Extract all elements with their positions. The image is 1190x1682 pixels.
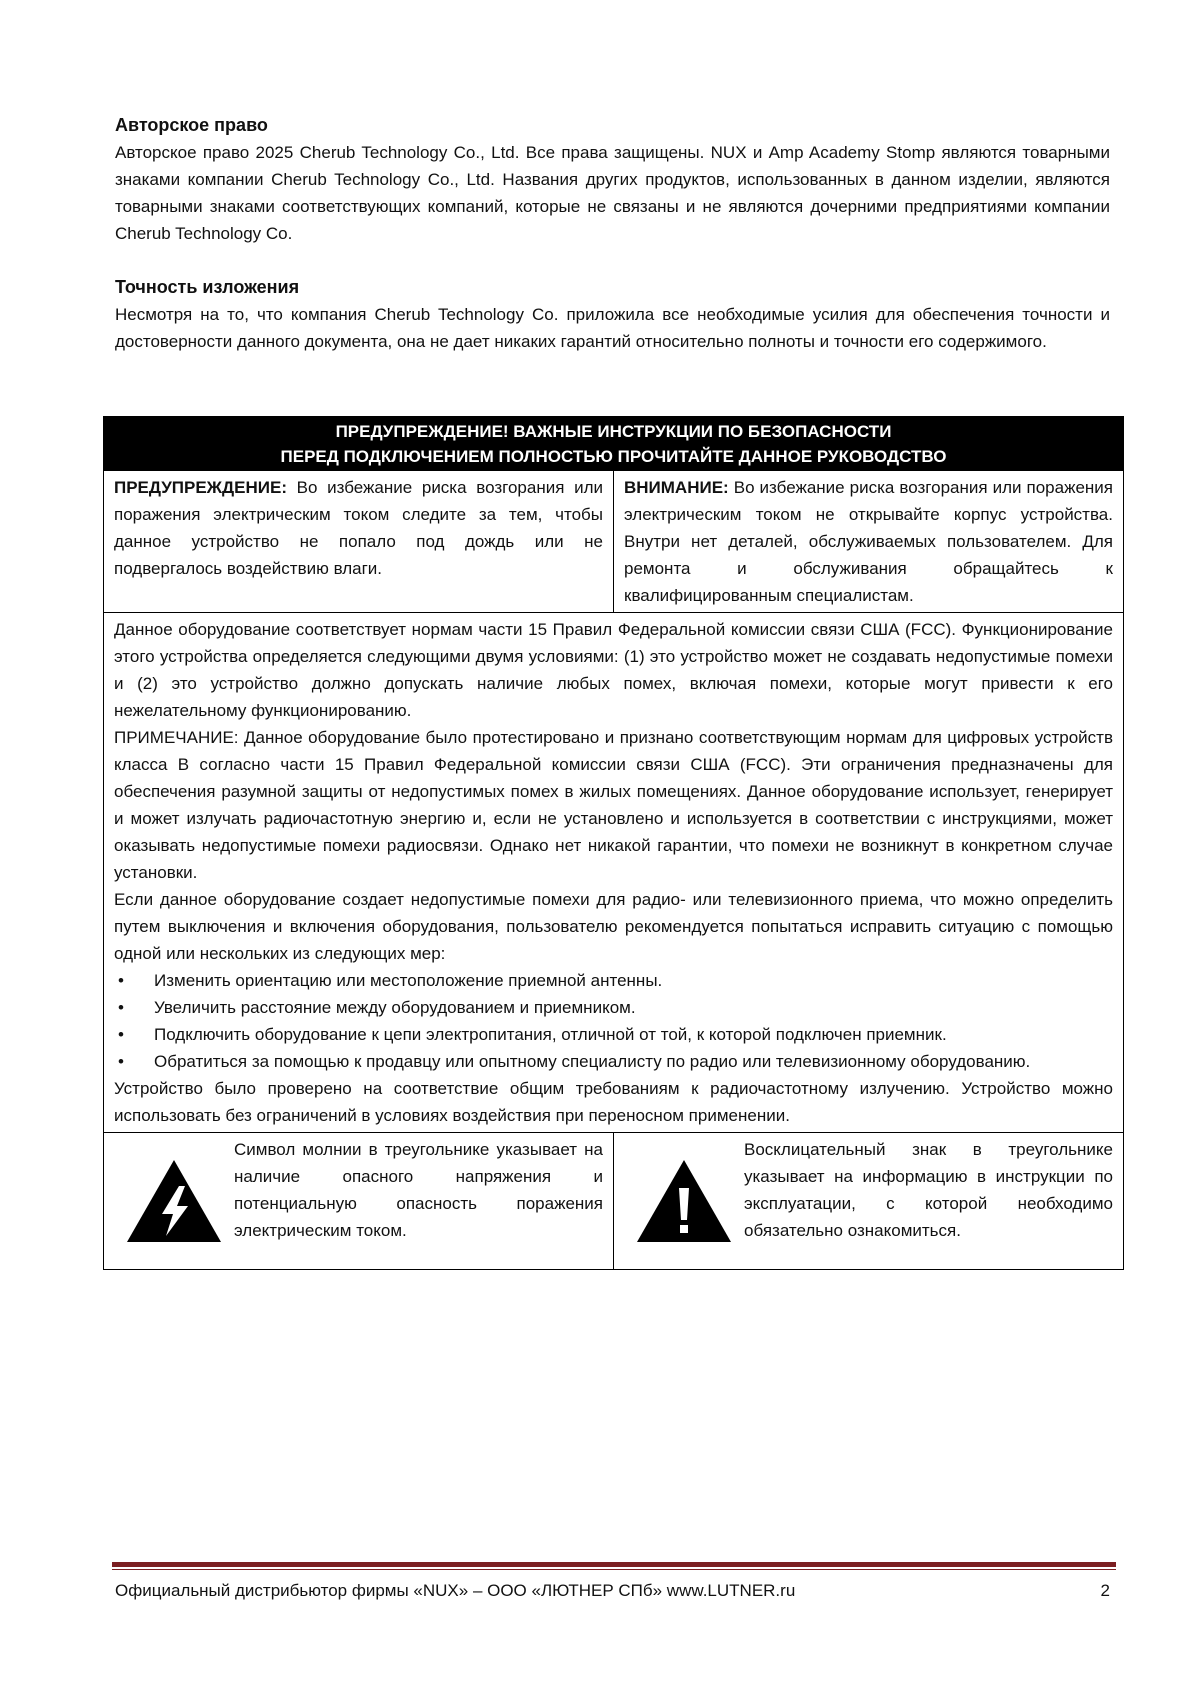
fcc-paragraph-4: Устройство было проверено на соответствие общим требованиям к радиочастотному излучению. Устройство можно использовать без ограничений в условиях воздействия при переносном применении. <box>114 1079 1113 1125</box>
banner-line-2: ПЕРЕД ПОДКЛЮЧЕНИЕМ ПОЛНОСТЬЮ ПРОЧИТАЙТЕ ДАННОЕ РУКОВОДСТВО <box>280 447 947 466</box>
bullet-marker: • <box>118 1052 124 1071</box>
copyright-text: Авторское право 2025 Cherub Technology Co., Ltd. Все права защищены. NUX и Amp Academy Stomp являются товарными знаками компании Cherub Technology Co., Ltd. Названия других продуктов, использованных в данном изделии, являются товарными знаками соответствующих компаний, которые не связаны и не являются дочерними предприятиями компании Cherub Technology Co. <box>115 143 1110 243</box>
page-number: 2 <box>1100 1581 1110 1600</box>
safety-box <box>103 416 1124 1270</box>
exclamation-triangle-icon <box>624 1136 744 1266</box>
exclamation-symbol-text: Восклицательный знак в треугольнике указывает на информацию в инструкции по эксплуатации, с которой необходимо обязательно ознакомиться. <box>744 1140 1113 1240</box>
safety-table <box>103 470 1124 1270</box>
caution-cell <box>614 471 1124 613</box>
caution-label: ВНИМАНИЕ: <box>624 478 729 497</box>
footer-text: Официальный дистрибьютор фирмы «NUX» – ООО «ЛЮТНЕР СПб» www.LUTNER.ru <box>115 1581 796 1600</box>
footer-rule-thin <box>112 1569 1116 1570</box>
lightning-triangle-icon <box>114 1136 234 1266</box>
accuracy-text: Несмотря на то, что компания Cherub Technology Co. приложила все необходимые усилия для обеспечения точности и достоверности данного документа, она не дает никаких гарантий относительно полноты и точности его содержимого. <box>115 305 1110 351</box>
bullet-item <box>114 967 1113 994</box>
bullet-marker: • <box>118 1025 124 1044</box>
page-footer <box>115 1578 1110 1604</box>
caution-text: Во избежание риска возгорания или поражения электрическим током не открывайте корпус устройства. Внутри нет деталей, обслуживаемых пользователем. Для ремонта и обслуживания обращайтесь к квалифицированным специалистам. <box>624 478 1113 605</box>
fcc-cell <box>104 613 1124 1133</box>
bullet-item <box>114 1021 1113 1048</box>
lightning-symbol-cell <box>104 1133 614 1270</box>
lightning-symbol-text: Символ молнии в треугольнике указывает на наличие опасного напряжения и потенциальную опасность поражения электрическим током. <box>234 1140 603 1240</box>
accuracy-heading: Точность изложения <box>115 277 300 297</box>
fcc-paragraph-2: ПРИМЕЧАНИЕ: Данное оборудование было протестировано и признано соответствующим нормам для цифровых устройств класса B согласно части 15 Правил Федеральной комиссии связи США (FCC). Эти ограничения предназначены для обеспечения разумной защиты от недопустимых помех в жилых помещениях. Данное оборудование использует, генерирует и может излучать радиочастотную энергию и, если не установлено и используется в соответствии с инструкциями, может оказывать недопустимые помехи радиосвязи. Однако нет никакой гарантии, что помехи не возникнут в конкретном случае установки. <box>114 728 1113 882</box>
bullet-text: Подключить оборудование к цепи электропитания, отличной от той, к которой подключен приемник. <box>154 1025 947 1044</box>
warning-text: Во избежание риска возгорания или поражения электрическим током следите за тем, чтобы данное устройство не попало под дождь или не подвергалось воздействию влаги. <box>114 478 603 578</box>
bullet-marker: • <box>118 998 124 1017</box>
bullet-text: Увеличить расстояние между оборудованием и приемником. <box>154 998 636 1017</box>
footer-rule <box>112 1562 1116 1567</box>
fcc-paragraph-1: Данное оборудование соответствует нормам части 15 Правил Федеральной комиссии связи США (FCC). Функционирование этого устройства определяется следующими двумя условиями: (1) это устройство может не создавать недопустимые помехи и (2) это устройство должно допускать наличие любых помех, включая помехи, которые могут привести к его нежелательному функционированию. <box>114 620 1113 720</box>
bullet-marker: • <box>118 971 124 990</box>
warning-label: ПРЕДУПРЕЖДЕНИЕ: <box>114 478 287 497</box>
fcc-paragraph-3: Если данное оборудование создает недопустимые помехи для радио- или телевизионного приема, что можно определить путем выключения и включения оборудования, пользователю рекомендуется попытаться исправить ситуацию с помощью одной или нескольких из следующих мер: <box>114 890 1113 963</box>
copyright-heading: Авторское право <box>115 115 268 135</box>
bullet-text: Изменить ориентацию или местоположение приемной антенны. <box>154 971 663 990</box>
exclamation-symbol-cell <box>614 1133 1124 1270</box>
safety-banner <box>103 416 1124 470</box>
bullet-item <box>114 994 1113 1021</box>
intro-sections <box>115 112 1110 355</box>
bullet-text: Обратиться за помощью к продавцу или опытному специалисту по радио или телевизионному оборудованию. <box>154 1052 1031 1071</box>
banner-line-1: ПРЕДУПРЕЖДЕНИЕ! ВАЖНЫЕ ИНСТРУКЦИИ ПО БЕЗОПАСНОСТИ <box>335 422 892 441</box>
bullet-item <box>114 1048 1113 1075</box>
warning-cell <box>104 471 614 613</box>
